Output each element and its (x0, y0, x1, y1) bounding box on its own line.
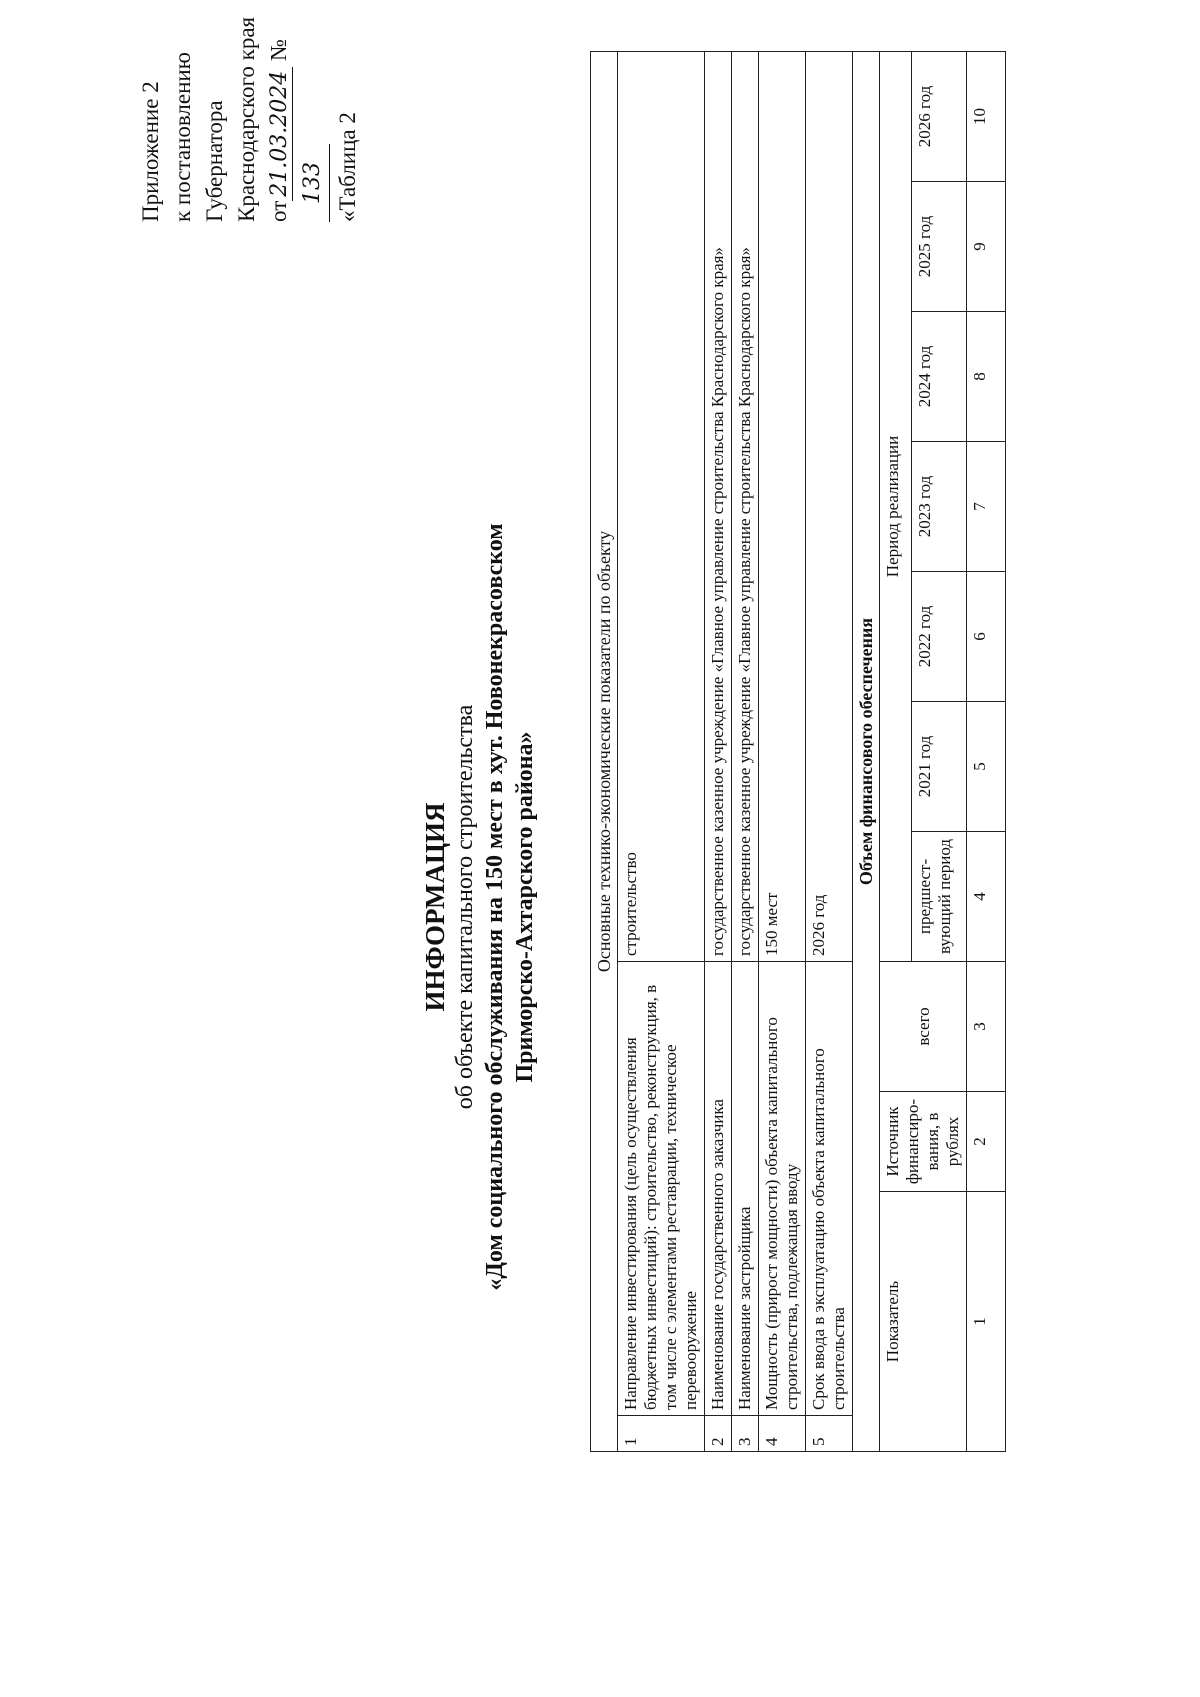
header-year: 2024 год (911, 312, 966, 442)
object-info-table (590, 51, 1006, 1452)
handwritten-number: 133 (297, 144, 330, 222)
column-number: 1 (967, 1192, 1006, 1452)
table-row (705, 51, 732, 1451)
header-year: 2022 год (911, 572, 966, 702)
row-value: государственное казенное учреждение «Главное управление строительства Краснодарского края» (732, 51, 759, 961)
table-row (759, 51, 806, 1451)
title-line1: ИНФОРМАЦИЯ (420, 802, 450, 1012)
row-number: 2 (705, 1416, 732, 1452)
row-number: 3 (732, 1416, 759, 1452)
header-period: Период реализации (880, 51, 912, 961)
row-label: Мощность (прирост мощности) объекта капитального строительства, подлежащая вводу (759, 962, 806, 1416)
appendix-line1: Приложение 2 (138, 81, 163, 222)
appendix-line3: Краснодарского края (234, 16, 259, 222)
header-source: Источник финансиро-вания, в рублях (880, 1092, 967, 1192)
document-title (420, 357, 540, 1457)
row-number: 4 (759, 1416, 806, 1452)
header-year: 2023 год (911, 442, 966, 572)
column-number: 3 (967, 962, 1006, 1092)
date-prefix: от (266, 200, 291, 222)
appendix-line2: к постановлению Губернатора (170, 52, 227, 222)
row-label: Направление инвестирования (цель осуществления бюджетных инвестиций): строительство, реконструкция, в том числе с элементами реставрации, техническое перевооружение (618, 962, 705, 1416)
column-number: 8 (967, 312, 1006, 442)
title-line3: «Дом социального обслуживания на 150 мест в хут. Новонекрасовском (482, 523, 508, 1291)
title-line4: Приморско-Ахтарского района» (512, 731, 538, 1083)
row-value: строительство (618, 51, 705, 961)
handwritten-date: 21.03.2024 (267, 67, 293, 201)
column-number: 6 (967, 572, 1006, 702)
number-prefix: № (266, 39, 291, 62)
column-number: 4 (967, 832, 1006, 962)
header-year: 2025 год (911, 182, 966, 312)
column-number: 7 (967, 442, 1006, 572)
row-label: Наименование застройщика (732, 962, 759, 1416)
header-year: 2026 год (911, 51, 966, 181)
row-value: государственное казенное учреждение «Главное управление строительства Краснодарского края» (705, 51, 732, 961)
table-row (806, 51, 853, 1451)
row-value: 2026 год (806, 51, 853, 961)
row-number: 1 (618, 1416, 705, 1452)
column-number: 9 (967, 182, 1006, 312)
row-value: 150 мест (759, 51, 806, 961)
title-line2: об объекте капитального строительства (452, 704, 478, 1110)
header-indicator: Показатель (880, 1192, 967, 1452)
row-label: Срок ввода в эксплуатацию объекта капитального строительства (806, 962, 853, 1416)
row-number: 5 (806, 1416, 853, 1452)
column-number: 10 (967, 51, 1006, 181)
appendix-date-line (263, 0, 330, 222)
header-total: всего (911, 962, 966, 1092)
header-year: 2021 год (911, 702, 966, 832)
column-numbers-row (967, 51, 1006, 1451)
column-number: 5 (967, 702, 1006, 832)
table-row (618, 51, 705, 1451)
header-blank (880, 962, 912, 1092)
section2-heading: Объем финансового обеспечения (853, 51, 880, 1451)
row-label: Наименование государственного заказчика (705, 962, 732, 1416)
table-label: «Таблица 2 (335, 112, 360, 222)
appendix-block (135, 0, 330, 222)
header-prev-period: предшест-вующий период (911, 832, 966, 962)
table-row (732, 51, 759, 1451)
section1-heading: Основные технико-экономические показатели по объекту (591, 51, 618, 1451)
column-number: 2 (967, 1092, 1006, 1192)
